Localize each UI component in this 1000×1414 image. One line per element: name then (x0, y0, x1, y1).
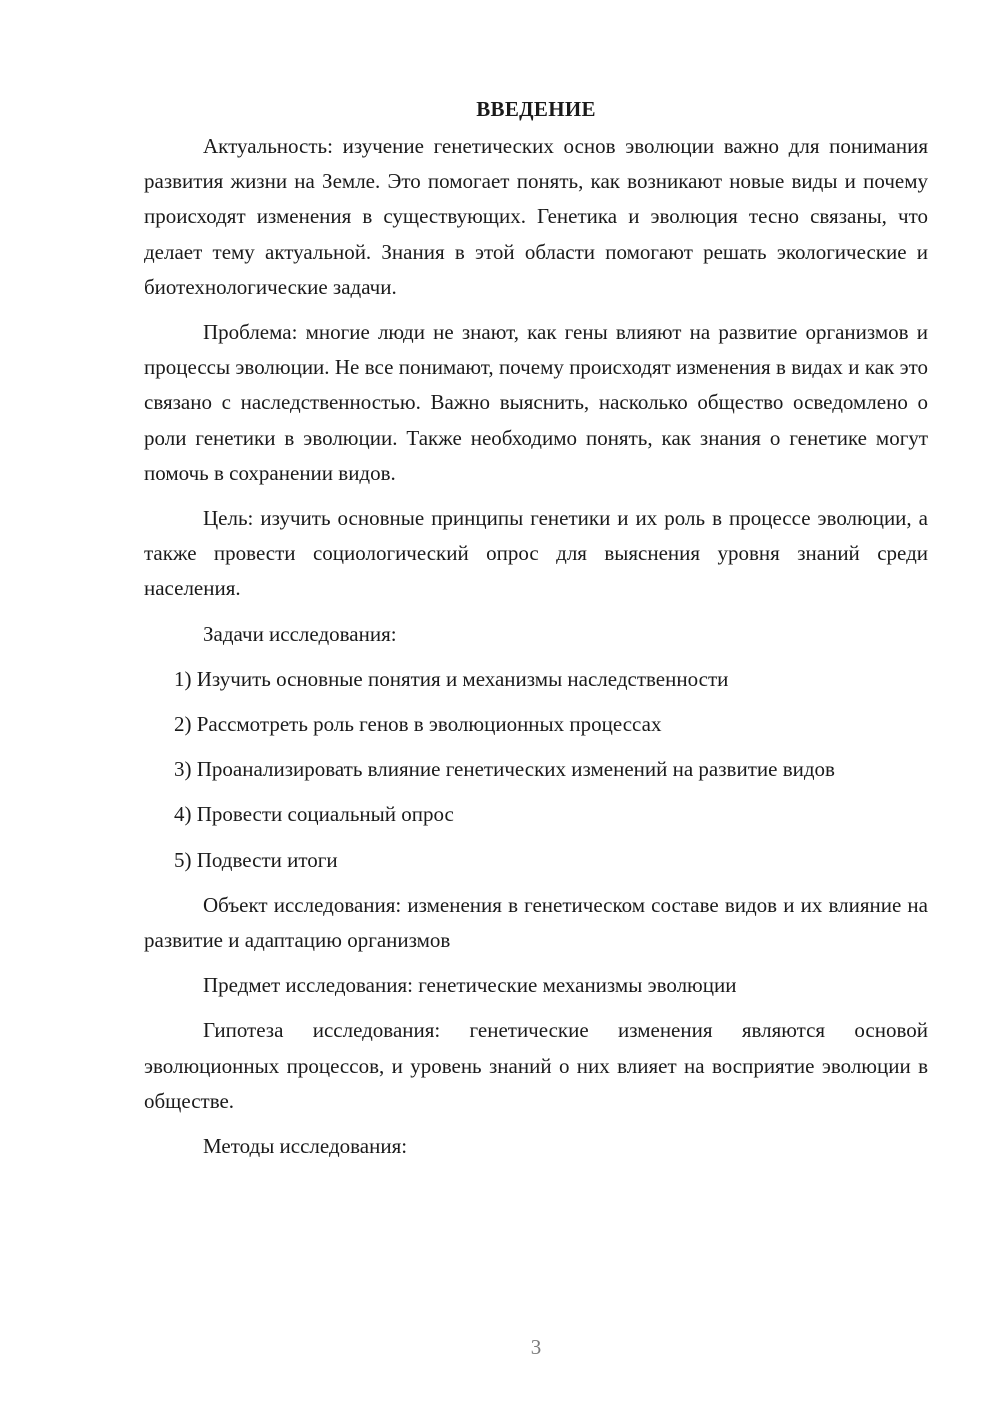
tasks-heading: Задачи исследования: (203, 621, 397, 646)
page-content (144, 92, 928, 1174)
task-item: 5) Подвести итоги (174, 847, 338, 872)
section-title: ВВЕДЕНИЕ (476, 97, 596, 121)
problem-paragraph: Проблема: многие люди не знают, как гены влияют на развитие организмов и процессы эволюции. Не все понимают, почему происходят изменения в видах и как это связано с наследственностью. Важно выяснить, насколько общество осведомлено о роли генетики в эволюции. Также необходимо понять, как знания о генетике могут помочь в сохранении видов. (144, 320, 928, 485)
task-item: 3) Проанализировать влияние генетических изменений на развитие видов (174, 757, 835, 782)
object-paragraph: Объект исследования: изменения в генетическом составе видов и их влияние на развитие и адаптацию организмов (144, 892, 928, 953)
page-number: 3 (530, 1335, 542, 1359)
hypothesis-paragraph: Гипотеза исследования: генетические изменения являются основой эволюционных процессов, и уровень знаний о них влияет на восприятие эволюции в обществе. (144, 1018, 928, 1113)
task-item: 4) Провести социальный опрос (174, 802, 454, 827)
methods-heading: Методы исследования: (203, 1134, 408, 1159)
task-item: 1) Изучить основные понятия и механизмы наследственности (174, 666, 729, 691)
goal-paragraph: Цель: изучить основные принципы генетики и их роль в процессе эволюции, а также провести социологический опрос для выяснения уровня знаний среди населения. (144, 506, 928, 601)
subject-paragraph: Предмет исследования: генетические механизмы эволюции (203, 973, 737, 998)
task-item: 2) Рассмотреть роль генов в эволюционных процессах (174, 712, 662, 737)
relevance-paragraph: Актуальность: изучение генетических основ эволюции важно для понимания развития жизни на Земле. Это помогает понять, как возникают новые виды и почему происходят изменения в существующих. Генетика и эволюция тесно связаны, что делает тему актуальной. Знания в этой области помогают решать экологические и биотехнологические задачи. (144, 134, 928, 299)
